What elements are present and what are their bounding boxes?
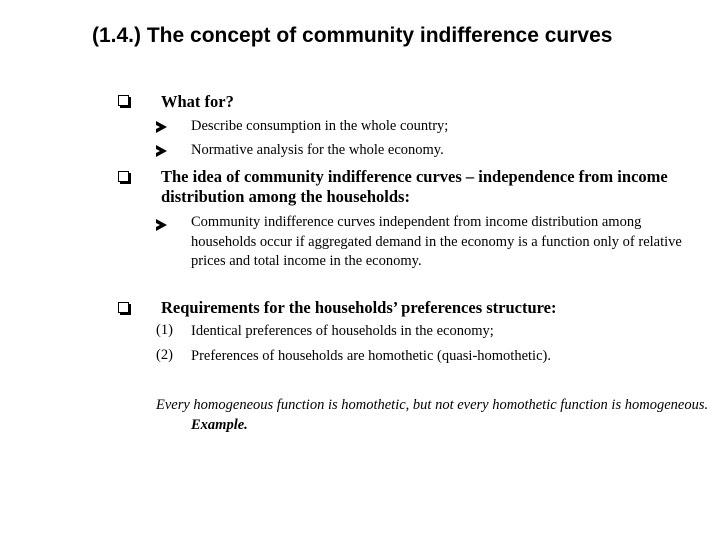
section-heading-requirements: Requirements for the households’ preferences structure:: [161, 298, 557, 317]
square-bullet-icon: [118, 302, 129, 313]
note-text: [156, 395, 711, 435]
arrow-bullet-icon: [156, 219, 167, 231]
bullet-item: Describe consumption in the whole country;: [191, 118, 449, 134]
slide-title: (1.4.) The concept of community indifference curves: [92, 24, 613, 47]
note-sentence: Every homogeneous function is homothetic, but not every homothetic function is homogeneous.: [156, 397, 709, 413]
numbered-item: Identical preferences of households in the economy;: [191, 323, 494, 339]
bullet-item: Normative analysis for the whole economy.: [191, 142, 444, 158]
section-heading-idea: The idea of community indifference curves – independence from income distribution among the households:: [161, 167, 668, 206]
list-number: (2): [156, 347, 173, 363]
square-bullet-icon: [118, 95, 129, 106]
bullet-item: Community indifference curves independent from income distribution among households occur if aggregated demand in the economy is a function only of relative prices and total income in the economy.: [191, 214, 682, 269]
arrow-bullet-icon: [156, 145, 167, 157]
numbered-item: Preferences of households are homothetic (quasi-homothetic).: [191, 348, 551, 364]
arrow-bullet-icon: [156, 121, 167, 133]
section-heading-what-for: What for?: [161, 92, 234, 111]
square-bullet-icon: [118, 171, 129, 182]
list-number: (1): [156, 322, 173, 338]
note-emphasis: Example.: [191, 417, 248, 433]
